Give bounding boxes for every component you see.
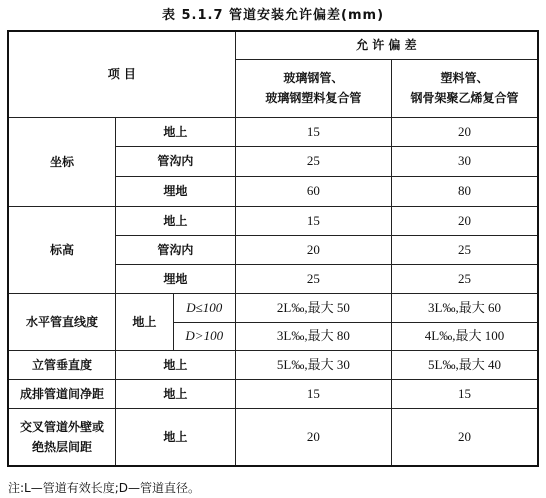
row-label-vertical-plumbness: 立管垂直度	[8, 350, 116, 379]
deviation-table	[7, 30, 539, 467]
row-label-horizontal-straightness: 水平管直线度	[8, 293, 116, 350]
row-label-row-spacing: 成排管道间净距	[8, 379, 116, 408]
place-cell: 埋地	[116, 264, 236, 293]
header-item: 项 目	[8, 31, 235, 117]
place-cell: 地上	[116, 206, 236, 235]
value-cell: 20	[235, 235, 391, 264]
value-cell: 25	[235, 146, 391, 176]
place-cell: 管沟内	[116, 235, 236, 264]
value-cell: 20	[235, 408, 391, 466]
value-cell: 20	[392, 206, 538, 235]
value-cell: 25	[235, 264, 391, 293]
table-footnote: 注:L—管道有效长度;D—管道直径。	[8, 481, 201, 495]
value-cell: 60	[235, 176, 391, 206]
row-label-crossing-distance: 交叉管道外壁或 绝热层间距	[8, 408, 116, 466]
value-cell: 20	[392, 117, 538, 146]
value-cell: 5L‰,最大 40	[392, 350, 538, 379]
value-cell: 15	[235, 206, 391, 235]
value-cell: 20	[392, 408, 538, 466]
value-cell: 80	[392, 176, 538, 206]
row-label-coordinate: 坐标	[8, 117, 116, 206]
place-cell: 管沟内	[116, 146, 236, 176]
table-caption: 表 5.1.7 管道安装允许偏差(mm)	[161, 8, 385, 23]
place-cell: 地上	[116, 117, 236, 146]
place-cell: 埋地	[116, 176, 236, 206]
value-cell: 5L‰,最大 30	[235, 350, 391, 379]
value-cell: 3L‰,最大 80	[235, 322, 391, 350]
value-cell: 30	[392, 146, 538, 176]
place-cell: 地上	[116, 293, 174, 350]
header-col-frp: 玻璃钢管、 玻璃钢塑料复合管	[235, 59, 391, 117]
value-cell: 15	[235, 379, 391, 408]
row-label-elevation: 标高	[8, 206, 116, 293]
value-cell: 15	[235, 117, 391, 146]
header-col-plastic: 塑料管、 钢骨架聚乙烯复合管	[392, 59, 538, 117]
value-cell: 2L‰,最大 50	[235, 293, 391, 322]
place-cell: 地上	[116, 408, 236, 466]
value-cell: 25	[392, 264, 538, 293]
value-cell: 25	[392, 235, 538, 264]
value-cell: 15	[392, 379, 538, 408]
place-cell: 地上	[116, 350, 236, 379]
header-allowed-deviation: 允 许 偏 差	[235, 31, 538, 59]
condition-cell: D≤100	[173, 293, 235, 322]
condition-cell: D>100	[173, 322, 235, 350]
value-cell: 3L‰,最大 60	[392, 293, 538, 322]
value-cell: 4L‰,最大 100	[392, 322, 538, 350]
place-cell: 地上	[116, 379, 236, 408]
